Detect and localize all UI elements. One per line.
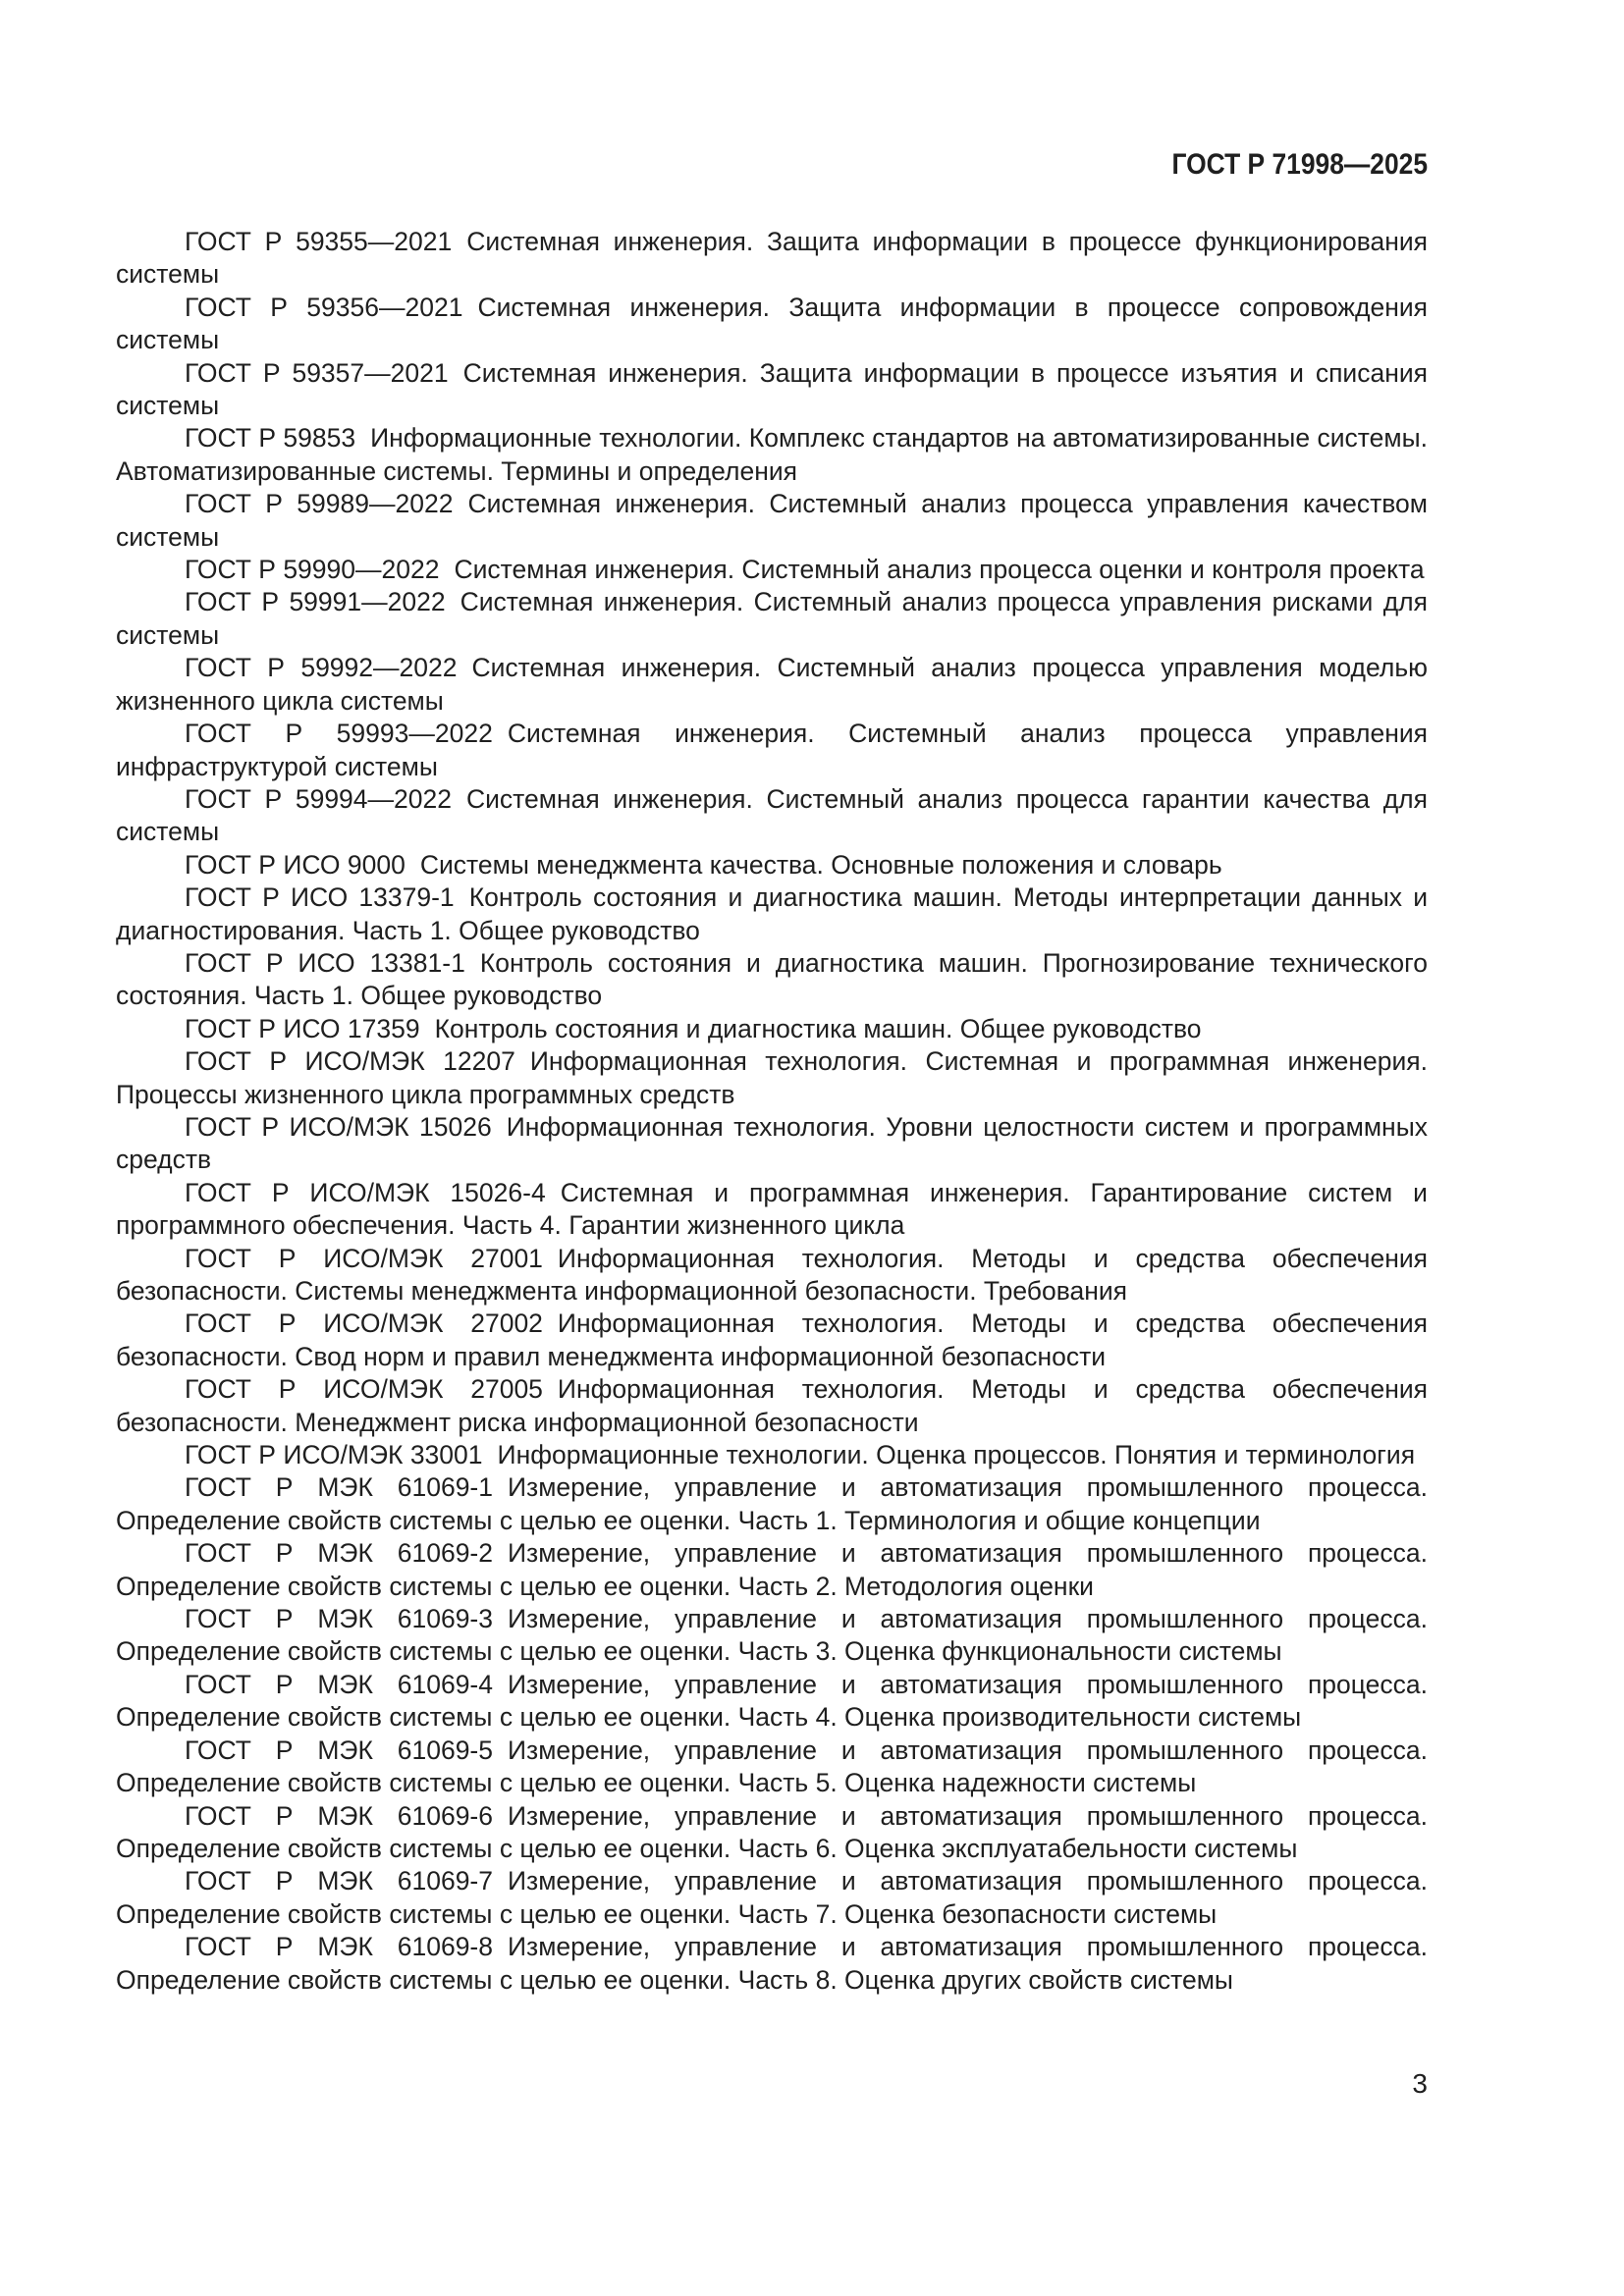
reference-designation: ГОСТ Р МЭК 61069-8 — [185, 1932, 493, 1962]
reference-item — [116, 1669, 1428, 1735]
reference-item — [116, 1865, 1428, 1931]
page-number: 3 — [1412, 2068, 1428, 2099]
reference-title: Информационная технология. Системная и программная инженерия. Процессы жизненного цикла программных средств — [116, 1046, 1428, 1109]
reference-item — [116, 422, 1428, 488]
reference-item — [116, 1603, 1428, 1669]
reference-designation: ГОСТ Р 59993—2022 — [185, 719, 493, 749]
reference-item — [116, 1931, 1428, 1997]
reference-designation: ГОСТ Р 59990—2022 — [185, 555, 440, 585]
reference-title: Системная инженерия. Защита информации в процессе изъятия и списания системы — [116, 357, 1428, 421]
reference-title: Контроль состояния и диагностика машин. Общее руководство — [434, 1013, 1202, 1043]
reference-designation: ГОСТ Р МЭК 61069-3 — [185, 1604, 493, 1634]
reference-item — [116, 1177, 1428, 1243]
reference-designation: ГОСТ Р 59357—2021 — [185, 357, 449, 388]
reference-item — [116, 652, 1428, 718]
reference-title: Информационная технология. Уровни целостности систем и программных средств — [116, 1111, 1428, 1175]
reference-item — [116, 1471, 1428, 1537]
reference-designation: ГОСТ Р ИСО/МЭК 15026-4 — [185, 1177, 546, 1207]
reference-title: Измерение, управление и автоматизация промышленного процесса. Определение свойств системы с целью ее оценки. Часть 2. Методология оценки — [116, 1538, 1428, 1601]
reference-title: Измерение, управление и автоматизация промышленного процесса. Определение свойств системы с целью ее оценки. Часть 4. Оценка производительности системы — [116, 1669, 1428, 1733]
reference-designation: ГОСТ Р 59853 — [185, 423, 356, 454]
reference-title: Системная и программная инженерия. Гарантирование систем и программного обеспечения. Часть 4. Гарантии жизненного цикла — [116, 1177, 1428, 1241]
reference-title: Системная инженерия. Системный анализ процесса управления рисками для системы — [116, 587, 1428, 650]
reference-item — [116, 718, 1428, 783]
reference-designation: ГОСТ Р ИСО/МЭК 15026 — [185, 1111, 492, 1142]
reference-title: Информационные технологии. Оценка процессов. Понятия и терминология — [497, 1440, 1416, 1470]
reference-designation: ГОСТ Р ИСО/МЭК 33001 — [185, 1440, 483, 1470]
reference-item — [116, 947, 1428, 1013]
reference-title: Контроль состояния и диагностика машин. Методы интерпретации данных и диагностирования. Часть 1. Общее руководство — [116, 882, 1429, 945]
reference-title: Информационная технология. Методы и средства обеспечения безопасности. Менеджмент риска информационной безопасности — [116, 1374, 1428, 1437]
reference-designation: ГОСТ Р 59356—2021 — [185, 292, 463, 322]
reference-item — [116, 586, 1428, 652]
reference-item — [116, 488, 1428, 554]
reference-designation: ГОСТ Р МЭК 61069-2 — [185, 1538, 493, 1569]
reference-title: Системная инженерия. Системный анализ процесса оценки и контроля проекта — [454, 555, 1425, 585]
reference-designation: ГОСТ Р МЭК 61069-5 — [185, 1735, 493, 1765]
reference-title: Системная инженерия. Защита информации в процессе сопровождения системы — [116, 292, 1428, 355]
reference-item — [116, 1373, 1428, 1439]
reference-item — [116, 554, 1428, 586]
reference-designation: ГОСТ Р ИСО/МЭК 27005 — [185, 1374, 543, 1405]
reference-item — [116, 1800, 1428, 1866]
reference-item — [116, 783, 1428, 849]
reference-item — [116, 292, 1428, 357]
reference-designation: ГОСТ Р МЭК 61069-4 — [185, 1669, 493, 1699]
reference-title: Измерение, управление и автоматизация промышленного процесса. Определение свойств системы с целью ее оценки. Часть 5. Оценка надежности системы — [116, 1735, 1428, 1798]
reference-item — [116, 1308, 1428, 1373]
reference-designation: ГОСТ Р МЭК 61069-6 — [185, 1800, 493, 1831]
reference-designation: ГОСТ Р МЭК 61069-1 — [185, 1472, 493, 1503]
reference-title: Информационные технологии. Комплекс стандартов на автоматизированные системы. Автоматизированные системы. Термины и определения — [116, 423, 1428, 486]
reference-item — [116, 1439, 1428, 1471]
reference-designation: ГОСТ Р 59992—2022 — [185, 653, 458, 683]
reference-title: Системная инженерия. Системный анализ процесса управления инфраструктурой системы — [116, 719, 1428, 781]
reference-item — [116, 226, 1428, 292]
reference-title: Системная инженерия. Защита информации в процессе функционирования системы — [116, 227, 1428, 290]
reference-title: Измерение, управление и автоматизация промышленного процесса. Определение свойств системы с целью ее оценки. Часть 3. Оценка функциональности системы — [116, 1604, 1428, 1667]
reference-title: Информационная технология. Методы и средства обеспечения безопасности. Системы менеджмента информационной безопасности. Требования — [116, 1243, 1428, 1306]
reference-item — [116, 849, 1428, 881]
reference-title: Системная инженерия. Системный анализ процесса управления качеством системы — [116, 489, 1428, 552]
document-designation-header: ГОСТ Р 71998—2025 — [1171, 148, 1428, 181]
reference-item — [116, 1013, 1428, 1045]
reference-designation: ГОСТ Р ИСО 9000 — [185, 849, 406, 880]
reference-title: Измерение, управление и автоматизация промышленного процесса. Определение свойств системы с целью ее оценки. Часть 6. Оценка эксплуатабельности системы — [116, 1800, 1428, 1863]
reference-designation: ГОСТ Р ИСО/МЭК 27001 — [185, 1243, 543, 1273]
references-list — [116, 226, 1428, 1997]
reference-item — [116, 1537, 1428, 1603]
reference-title: Системная инженерия. Системный анализ процесса управления моделью жизненного цикла системы — [116, 653, 1428, 716]
reference-title: Информационная технология. Методы и средства обеспечения безопасности. Свод норм и правил менеджмента информационной безопасности — [116, 1308, 1428, 1371]
reference-designation: ГОСТ Р 59994—2022 — [185, 783, 452, 814]
reference-item — [116, 881, 1428, 947]
reference-designation: ГОСТ Р 59989—2022 — [185, 489, 454, 519]
reference-item — [116, 1111, 1428, 1177]
reference-title: Измерение, управление и автоматизация промышленного процесса. Определение свойств системы с целью ее оценки. Часть 7. Оценка безопасности системы — [116, 1866, 1428, 1929]
reference-designation: ГОСТ Р ИСО 13381-1 — [185, 947, 465, 978]
reference-designation: ГОСТ Р 59991—2022 — [185, 587, 446, 617]
reference-item — [116, 357, 1428, 423]
reference-title: Измерение, управление и автоматизация промышленного процесса. Определение свойств системы с целью ее оценки. Часть 8. Оценка других свойств системы — [116, 1932, 1428, 1995]
reference-designation: ГОСТ Р ИСО 13379-1 — [185, 882, 455, 913]
reference-designation: ГОСТ Р ИСО/МЭК 12207 — [185, 1046, 515, 1077]
reference-designation: ГОСТ Р ИСО/МЭК 27002 — [185, 1308, 543, 1339]
reference-item — [116, 1045, 1428, 1111]
reference-title: Контроль состояния и диагностика машин. Прогнозирование технического состояния. Часть 1. Общее руководство — [116, 947, 1428, 1011]
reference-title: Системная инженерия. Системный анализ процесса гарантии качества для системы — [116, 783, 1428, 847]
reference-item — [116, 1243, 1428, 1308]
reference-designation: ГОСТ Р 59355—2021 — [185, 227, 453, 256]
reference-designation: ГОСТ Р ИСО 17359 — [185, 1013, 420, 1043]
reference-title: Измерение, управление и автоматизация промышленного процесса. Определение свойств системы с целью ее оценки. Часть 1. Терминология и общие концепции — [116, 1472, 1428, 1535]
reference-item — [116, 1735, 1428, 1800]
reference-designation: ГОСТ Р МЭК 61069-7 — [185, 1866, 493, 1896]
reference-title: Системы менеджмента качества. Основные положения и словарь — [419, 849, 1222, 880]
